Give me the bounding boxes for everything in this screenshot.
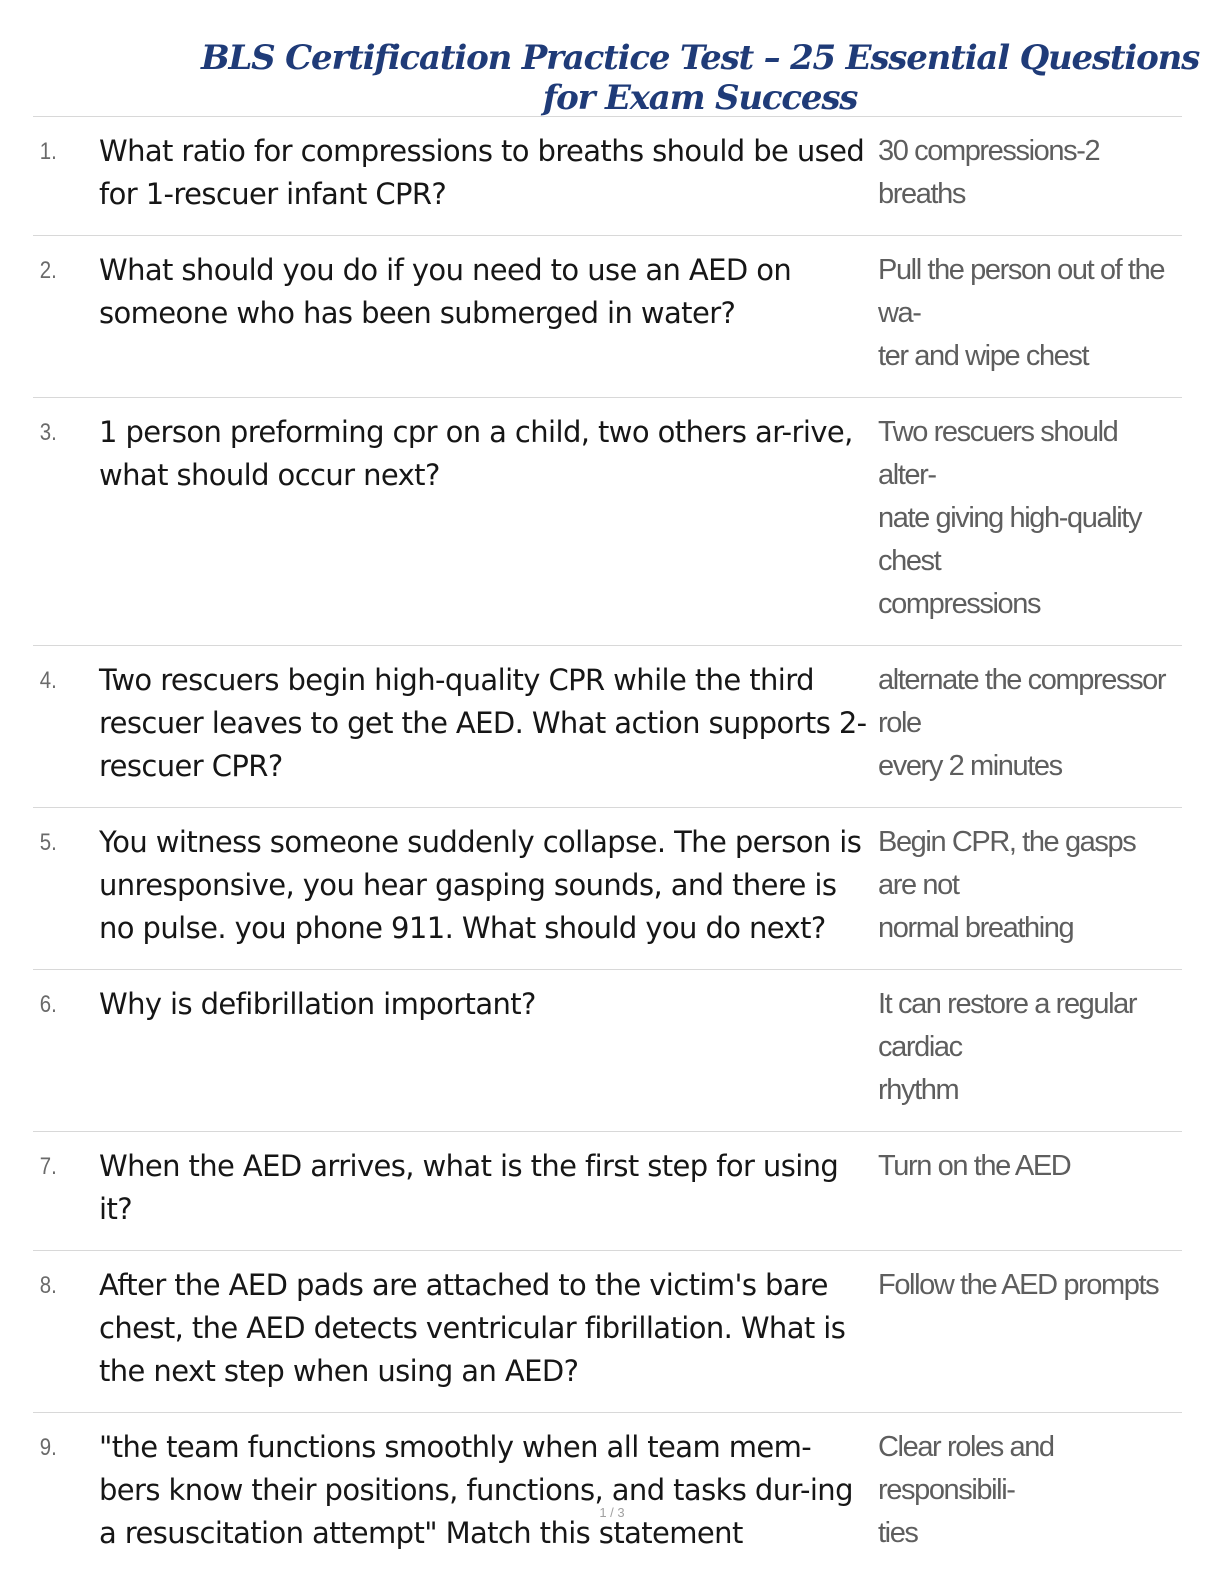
question-text: Two rescuers begin high-quality CPR while the third rescuer leaves to get the AED. What action supports 2-rescuer CPR? <box>99 663 867 783</box>
page-number: 1 / 3 <box>599 1505 625 1520</box>
question-number: 1. <box>39 138 57 165</box>
answer-text: Clear roles and responsibili- ties <box>878 1431 1054 1549</box>
answer-text: Two rescuers should alter- nate giving high-quality chest compressions <box>878 416 1142 620</box>
question-number: 5. <box>39 829 57 856</box>
qa-item <box>33 646 1182 808</box>
question-text: After the AED pads are attached to the victim's bare chest, the AED detects ventricular fibrillation. What is the next step when using an AED? <box>99 1268 846 1388</box>
qa-item <box>33 808 1182 970</box>
question-number: 4. <box>39 667 57 694</box>
question-number: 8. <box>39 1272 57 1299</box>
qa-item <box>33 1132 1182 1251</box>
answer-text: 30 compressions-2 breaths <box>878 135 1100 210</box>
question-text: What should you do if you need to use an AED on someone who has been submerged in water? <box>99 253 792 330</box>
qa-item <box>33 1251 1182 1413</box>
question-text: When the AED arrives, what is the first step for using it? <box>99 1149 839 1226</box>
question-text: 1 person preforming cpr on a child, two others ar-rive, what should occur next? <box>99 415 853 492</box>
qa-item <box>33 1413 1182 1574</box>
qa-item <box>33 398 1182 646</box>
answer-text: It can restore a regular cardiac rhythm <box>878 988 1137 1106</box>
question-text: "the team functions smoothly when all team mem-bers know their positions, functions, and tasks dur-ing a resuscitation attempt" Match this statement <box>99 1430 853 1550</box>
qa-list <box>33 116 1182 1574</box>
question-text: Why is defibrillation important? <box>99 987 536 1021</box>
question-text: What ratio for compressions to breaths should be used for 1-rescuer infant CPR? <box>99 134 865 211</box>
question-number: 9. <box>39 1434 57 1461</box>
qa-item <box>33 117 1182 236</box>
answer-text: Follow the AED prompts <box>878 1269 1159 1301</box>
answer-text: Turn on the AED <box>878 1150 1071 1182</box>
question-text: You witness someone suddenly collapse. The person is unresponsive, you hear gasping sounds, and there is no pulse. you phone 911. What should you do next? <box>99 825 862 945</box>
question-number: 3. <box>39 419 57 446</box>
answer-text: Pull the person out of the wa- ter and wipe chest <box>878 254 1165 372</box>
question-number: 2. <box>39 257 57 284</box>
qa-item <box>33 970 1182 1132</box>
page-title: BLS Certification Practice Test – 25 Essential Questions for Exam Success <box>200 38 1200 118</box>
answer-text: alternate the compressor role every 2 minutes <box>878 664 1166 782</box>
question-number: 7. <box>39 1153 57 1180</box>
question-number: 6. <box>39 991 57 1018</box>
answer-text: Begin CPR, the gasps are not normal breathing <box>878 826 1136 944</box>
qa-item <box>33 236 1182 398</box>
